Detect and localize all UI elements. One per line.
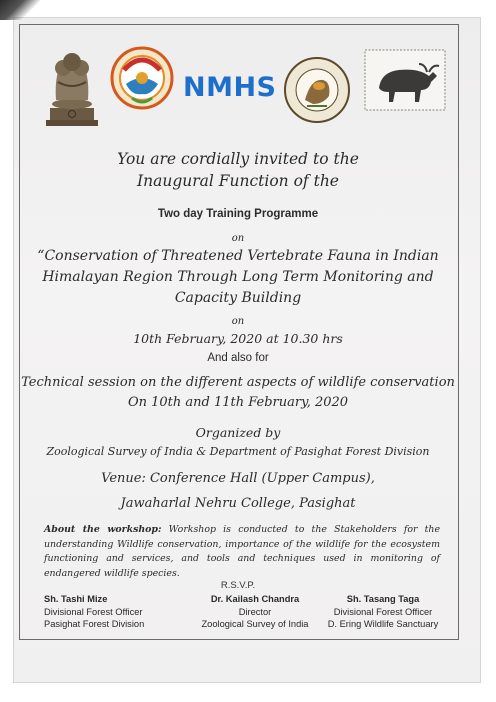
signatory-name: Sh. Tashi Mize [44, 594, 108, 604]
about-workshop-paragraph [44, 523, 440, 581]
signatory-1 [44, 593, 144, 631]
invite-line-1: You are cordially invited to the [117, 150, 359, 168]
invite-line-2: Inaugural Function of the [137, 172, 339, 190]
on-text-2: on [231, 316, 245, 327]
signatory-org: Pasighat Forest Division [44, 619, 145, 630]
technical-session-line-1: Technical session on the different aspects of wildlife conservation [21, 375, 455, 390]
venue-line-1: Venue: Conference Hall (Upper Campus), [101, 471, 375, 486]
university-seal-logo [110, 42, 174, 120]
programme-title-line-3: Capacity Building [174, 290, 302, 306]
venue-line-2: Jawaharlal Nehru College, Pasighat [120, 496, 356, 511]
and-also-text: And also for [207, 352, 269, 364]
signatory-name: Dr. Kailash Chandra [210, 594, 300, 604]
programme-title-line-2: Himalayan Region Through Long Term Monitoring and [42, 269, 434, 285]
technical-session-dates: On 10th and 11th February, 2020 [127, 395, 349, 410]
programme-title-line-1: “Conservation of Threatened Vertebrate Fauna in Indian [37, 248, 439, 264]
signatory-title: Director [238, 606, 272, 617]
signatory-name: Sh. Tasang Taga [346, 594, 420, 604]
about-workshop-text: Workshop is conducted to the Stakeholders for the understanding Wildlife conservation, importance of the wildlife for the ecosystem functioning and services, and tools and techniques used in monitoring of endangered wildlife species. [44, 524, 441, 579]
photo-corner-shadow [0, 0, 40, 20]
signatory-org: Zoological Survey of India [201, 619, 309, 630]
signatory-org: D. Ering Wildlife Sanctuary [327, 619, 439, 630]
signatory-2 [188, 593, 322, 631]
organizers-text: Zoological Survey of India & Department of Pasighat Forest Division [46, 445, 430, 458]
national-emblem-logo [42, 42, 102, 128]
signatory-title: Divisional Forest Officer [44, 606, 143, 617]
inauguration-date: 10th February, 2020 at 10.30 hrs [133, 331, 343, 346]
rsvp-label: R.S.V.P. [220, 580, 256, 591]
on-text-1: on [231, 233, 245, 244]
signatory-title: Divisional Forest Officer [333, 606, 433, 617]
signatory-3 [324, 593, 442, 631]
about-workshop-label: About the workshop: [44, 524, 162, 535]
mithun-stamp-logo [363, 48, 447, 112]
forest-department-seal-logo [283, 48, 351, 132]
nmhs-logo: NMHS [183, 72, 277, 103]
programme-name: Two day Training Programme [157, 208, 319, 220]
organized-by-label: Organized by [195, 425, 281, 440]
